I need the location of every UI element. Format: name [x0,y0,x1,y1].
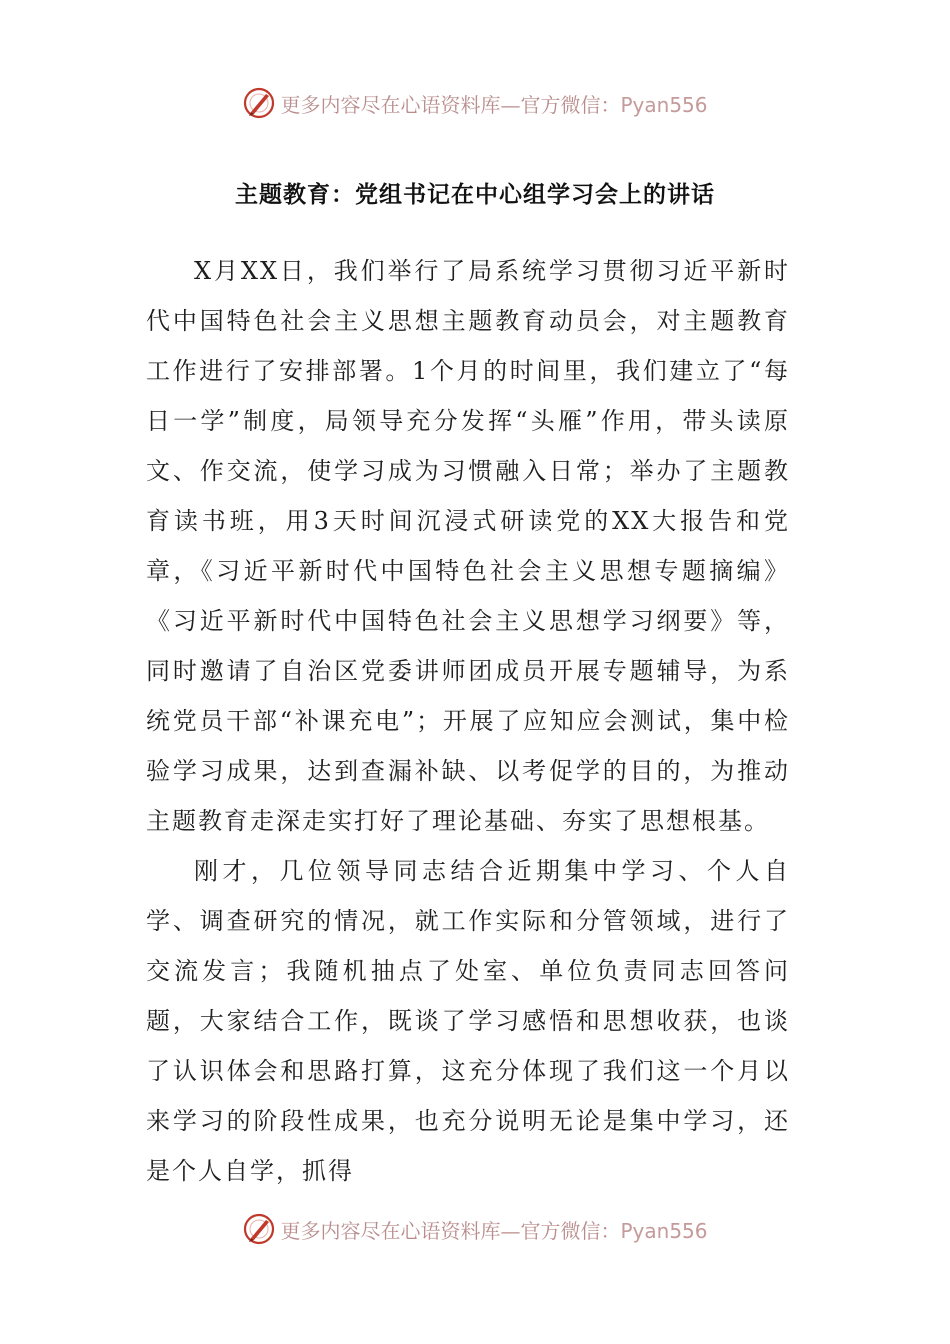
pen-circle-icon [242,1212,276,1246]
watermark-account: Pyan556 [620,1218,708,1243]
paragraph: 刚才，几位领导同志结合近期集中学习、个人自学、调查研究的情况，就工作实际和分管领域，进行了交流发言；我随机抽点了处室、单位负责同志回答问题，大家结合工作，既谈了学习感悟和思想收获，也谈了认识体会和思路打算，这充分体现了我们这一个月以来学习的阶段性成果，也充分说明无论是集中学习，还是个人自学，抓得 [146,857,790,1185]
pen-circle-icon [242,86,276,120]
watermark-account: Pyan556 [620,92,708,117]
watermark-text: 更多内容尽在心语资料库—官方微信：Pyan556 [280,1218,708,1243]
footer-watermark [0,1209,950,1249]
document-title: 主题教育：党组书记在中心组学习会上的讲话 [235,182,715,208]
document-body [146,246,790,1196]
header-watermark [0,83,950,123]
watermark-text: 更多内容尽在心语资料库—官方微信：Pyan556 [280,92,708,117]
paragraph: X月XX日，我们举行了局系统学习贯彻习近平新时代中国特色社会主义思想主题教育动员会，对主题教育工作进行了安排部署。1个月的时间里，我们建立了“每日一学”制度，局领导充分发挥“头雁”作用，带头读原文、作交流，使学习成为习惯融入日常；举办了主题教育读书班，用3天时间沉浸式研读党的XX大报告和党章，《习近平新时代中国特色社会主义思想专题摘编》《习近平新时代中国特色社会主义思想学习纲要》等，同时邀请了自治区党委讲师团成员开展专题辅导，为系统党员干部“补课充电”；开展了应知应会测试，集中检验学习成果，达到查漏补缺、以考促学的目的，为推动主题教育走深走实打好了理论基础、夯实了思想根基。 [146,257,790,835]
